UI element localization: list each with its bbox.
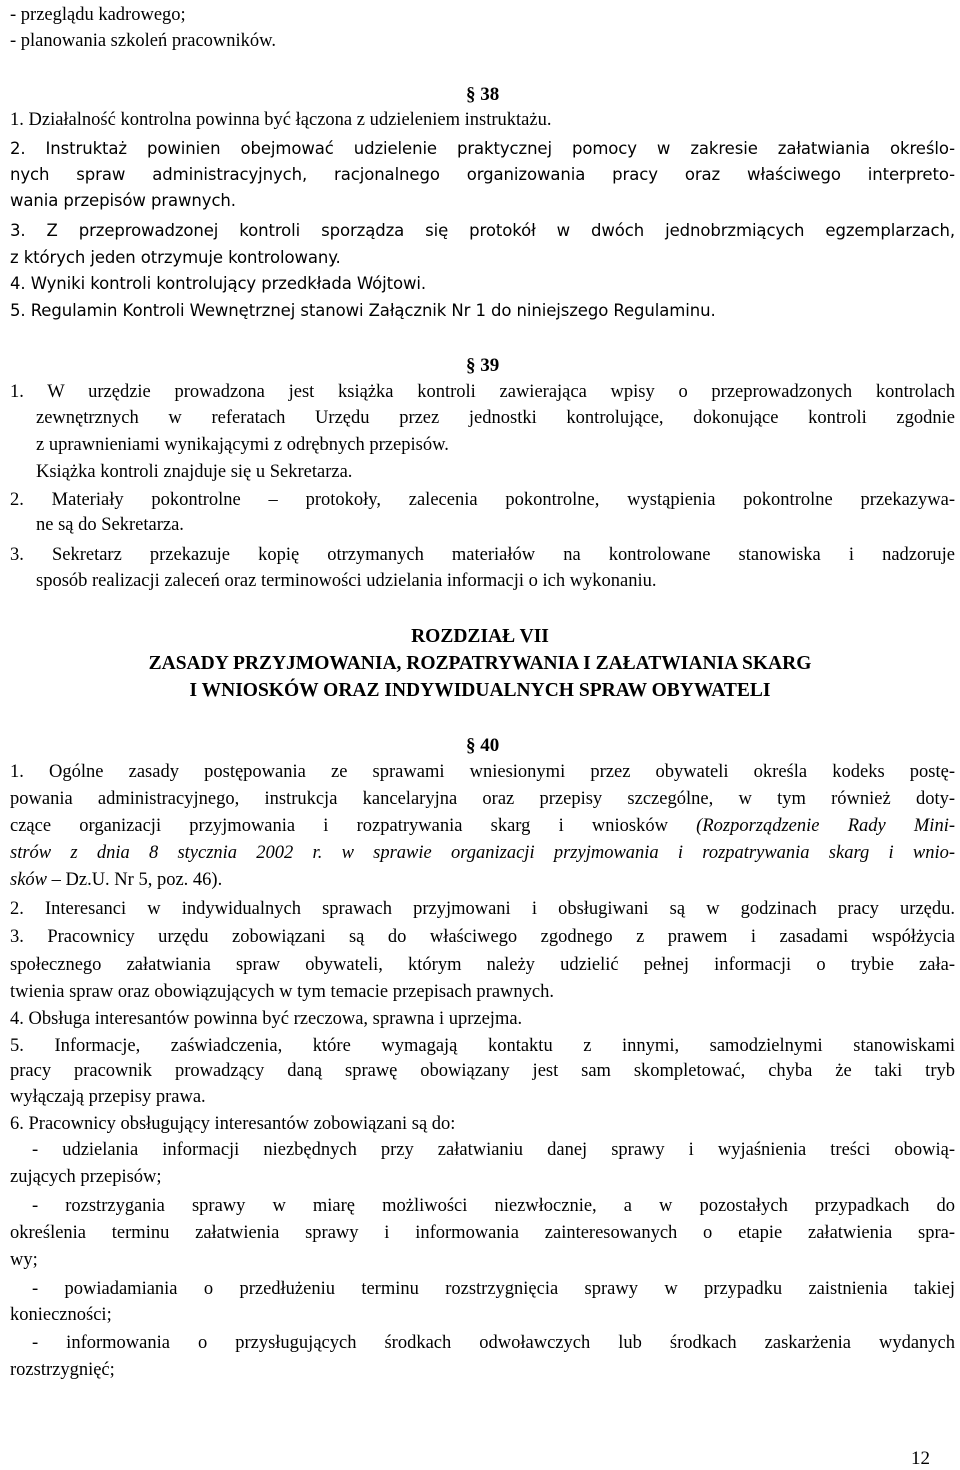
- list-item: - powiadamiania o przedłużeniu terminu rozstrzygnięcia sprawy w przypadku zaistnienia takiej: [32, 1279, 955, 1299]
- list-item-continued: określenia terminu załatwienia sprawy i informowania zainteresowanych o etapie załatwienia spra-: [10, 1223, 955, 1243]
- list-item-continued: rozstrzygnięć;: [10, 1360, 115, 1380]
- paragraph-line: 3. Sekretarz przekazuje kopię otrzymanych materiałów na kontrolowane stanowiska i nadzoruje: [10, 545, 955, 565]
- chapter-subtitle: ZASADY PRZYJMOWANIA, ROZPATRYWANIA I ZAŁATWIANIA SKARG: [148, 653, 812, 674]
- paragraph-line: [10, 815, 955, 837]
- paragraph-line: Książka kontroli znajduje się u Sekretarza.: [36, 462, 353, 482]
- list-item-continued: konieczności;: [10, 1305, 112, 1325]
- paragraph-text: – Dz.U. Nr 5, poz. 46).: [47, 870, 223, 890]
- paragraph-line: 6. Pracownicy obsługujący interesantów zobowiązani są do:: [10, 1114, 456, 1134]
- list-item: - rozstrzygania sprawy w miarę możliwości niezwłocznie, a w pozostałych przypadkach do: [32, 1196, 955, 1216]
- section-heading-39: § 39: [466, 355, 500, 376]
- page-number: 12: [911, 1448, 930, 1469]
- chapter-subtitle: I WNIOSKÓW ORAZ INDYWIDUALNYCH SPRAW OBYWATELI: [189, 680, 771, 701]
- paragraph-line: 1. Ogólne zasady postępowania ze sprawami wniesionymi przez obywateli określa kodeks postę-: [10, 762, 955, 782]
- paragraph-line: 4. Wyniki kontroli kontrolujący przedkłada Wójtowi.: [10, 274, 426, 293]
- paragraph-line: 2. Instruktaż powinien obejmować udzielenie praktycznej pomocy w zakresie załatwiania określo-: [10, 139, 955, 158]
- regulation-citation: sków: [10, 870, 47, 890]
- regulation-citation: (Rozporządzenie Rady Mini-: [696, 816, 955, 836]
- paragraph-line: nych spraw administracyjnych, racjonalnego organizowania pracy oraz właściwego interpreto-: [10, 165, 955, 184]
- paragraph-line: [10, 869, 222, 891]
- list-item-continued: zujących przepisów;: [10, 1167, 162, 1187]
- paragraph-line: 3. Pracownicy urzędu zobowiązani są do właściwego zgodnego z prawem i zasadami współżycia: [10, 927, 955, 947]
- regulation-citation: strów z dnia 8 stycznia 2002 r. w sprawie organizacji przyjmowania i rozpatrywania skarg i wnio-: [10, 843, 955, 863]
- list-item: - planowania szkoleń pracowników.: [10, 31, 276, 51]
- paragraph-line: [10, 842, 955, 864]
- paragraph-line: wania przepisów prawnych.: [10, 191, 236, 210]
- paragraph-line: 5. Regulamin Kontroli Wewnętrznej stanowi Załącznik Nr 1 do niniejszego Regulaminu.: [10, 301, 716, 320]
- section-heading-38: § 38: [466, 84, 500, 105]
- paragraph-line: 2. Materiały pokontrolne – protokoły, zalecenia pokontrolne, wystąpienia pokontrolne przekazywa-: [10, 490, 955, 510]
- paragraph-line: twienia spraw oraz obowiązujących w tym temacie przepisach prawnych.: [10, 982, 554, 1002]
- list-item: - przeglądu kadrowego;: [10, 5, 186, 25]
- paragraph-line: wyłączają przepisy prawa.: [10, 1087, 206, 1107]
- paragraph-line: zewnętrznych w referatach Urzędu przez jednostki kontrolujące, dokonujące kontroli zgodnie: [36, 408, 955, 428]
- paragraph-line: powania administracyjnego, instrukcja kancelaryjna oraz przepisy szczególne, w tym również doty-: [10, 789, 955, 809]
- paragraph-line: 2. Interesanci w indywidualnych sprawach przyjmowani i obsługiwani są w godzinach pracy urzędu.: [10, 899, 955, 919]
- paragraph-line: ne są do Sekretarza.: [36, 515, 184, 535]
- paragraph-line: 1. Działalność kontrolna powinna być łączona z udzieleniem instruktażu.: [10, 110, 552, 130]
- list-item: - udzielania informacji niezbędnych przy załatwianiu danej sprawy i wyjaśnienia treści obowią-: [32, 1140, 955, 1160]
- chapter-title: ROZDZIAŁ VII: [411, 626, 549, 647]
- paragraph-line: z których jeden otrzymuje kontrolowany.: [10, 248, 341, 267]
- paragraph-text: czące organizacji przyjmowania i rozpatrywania skarg i wniosków: [10, 816, 697, 836]
- section-heading-40: § 40: [466, 735, 500, 756]
- paragraph-line: 5. Informacje, zaświadczenia, które wymagają kontaktu z innymi, samodzielnymi stanowiskami: [10, 1036, 955, 1056]
- paragraph-line: sposób realizacji zaleceń oraz terminowości udzielania informacji o ich wykonaniu.: [36, 571, 657, 591]
- list-item: - informowania o przysługujących środkach odwoławczych lub środkach zaskarżenia wydanych: [32, 1333, 955, 1353]
- list-item-continued: wy;: [10, 1250, 38, 1270]
- paragraph-line: z uprawnieniami wynikającymi z odrębnych przepisów.: [36, 435, 449, 455]
- paragraph-line: 1. W urzędzie prowadzona jest książka kontroli zawierająca wpisy o przeprowadzonych kontrolach: [10, 382, 955, 402]
- paragraph-line: 3. Z przeprowadzonej kontroli sporządza się protokół w dwóch jednobrzmiących egzemplarzach,: [10, 221, 955, 240]
- paragraph-line: 4. Obsługa interesantów powinna być rzeczowa, sprawna i uprzejma.: [10, 1009, 523, 1029]
- paragraph-line: społecznego załatwiania spraw obywateli, którym należy udzielić pełnej informacji o trybie zała-: [10, 955, 955, 975]
- paragraph-line: pracy pracownik prowadzący daną sprawę obowiązany jest sam skompletować, chyba że taki tryb: [10, 1061, 955, 1081]
